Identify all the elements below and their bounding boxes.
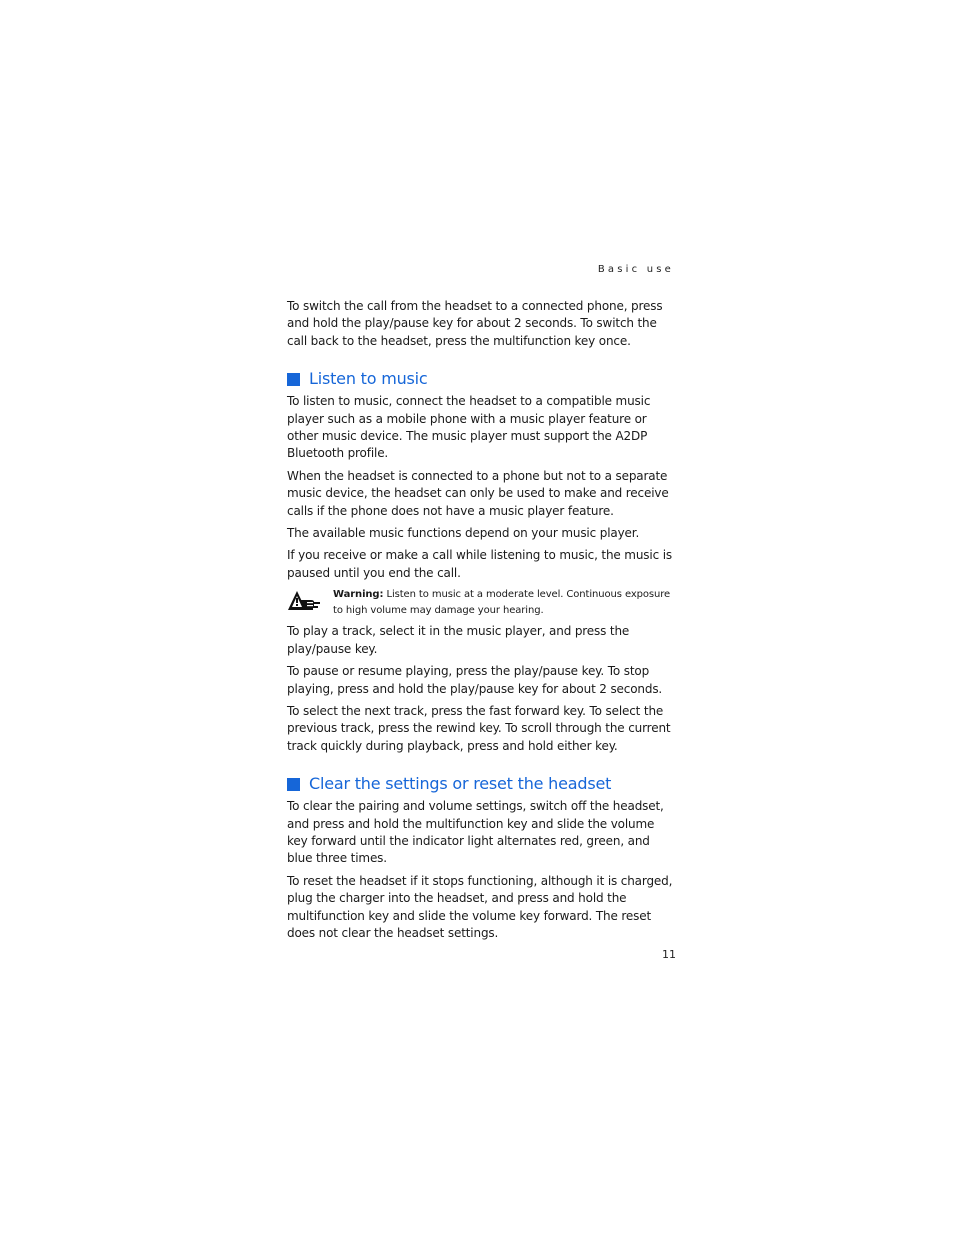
manual-page xyxy=(287,0,676,1235)
page-number: 11 xyxy=(662,948,676,961)
warning-text xyxy=(333,587,676,619)
listen-paragraph-5: To play a track, select it in the music player, and press the play/pause key. xyxy=(287,624,630,656)
listen-paragraph-3: The available music functions depend on your music player. xyxy=(287,526,640,541)
section-heading-listen-to-music xyxy=(287,368,676,390)
intro-paragraph: To switch the call from the headset to a connected phone, press and hold the play/pause key for about 2 seconds. To switch the call back to the headset, press the multifunction key once. xyxy=(287,299,663,348)
page-content xyxy=(287,298,676,947)
warning-note xyxy=(287,587,676,619)
square-bullet-icon xyxy=(287,778,300,791)
listen-paragraph-6: To pause or resume playing, press the play/pause key. To stop playing, press and hold the play/pause key for about 2 seconds. xyxy=(287,664,663,696)
warning-hand-icon xyxy=(287,589,321,613)
square-bullet-icon xyxy=(287,373,300,386)
listen-paragraph-4: If you receive or make a call while listening to music, the music is paused until you end the call. xyxy=(287,548,672,580)
section-heading-text: Clear the settings or reset the headset xyxy=(309,774,612,794)
warning-label: Warning: xyxy=(333,589,384,601)
listen-paragraph-7: To select the next track, press the fast forward key. To select the previous track, press the rewind key. To scroll through the current track quickly during playback, press and hold either key. xyxy=(287,703,671,753)
reset-paragraph-1: To clear the pairing and volume settings, switch off the headset, and press and hold the multifunction key and slide the volume key forward until the indicator light alternates red, green, and blue three times. xyxy=(287,799,664,866)
reset-paragraph-2: To reset the headset if it stops functioning, although it is charged, plug the charger into the headset, and press and hold the multifunction key and slide the volume key forward. The reset does not clear the headset settings. xyxy=(287,873,673,940)
warning-body: Listen to music at a moderate level. Continuous exposure to high volume may damage your hearing. xyxy=(333,589,671,617)
section-heading-text: Listen to music xyxy=(309,369,428,389)
running-header: Basic use xyxy=(597,264,674,275)
section-heading-clear-settings xyxy=(287,773,676,795)
listen-paragraph-1: To listen to music, connect the headset to a compatible music player such as a mobile phone with a music player feature or other music device. The music player must support the A2DP Bluetooth profile. xyxy=(287,394,651,461)
listen-paragraph-2: When the headset is connected to a phone but not to a separate music device, the headset can only be used to make and receive calls if the phone does not have a music player feature. xyxy=(287,468,669,518)
